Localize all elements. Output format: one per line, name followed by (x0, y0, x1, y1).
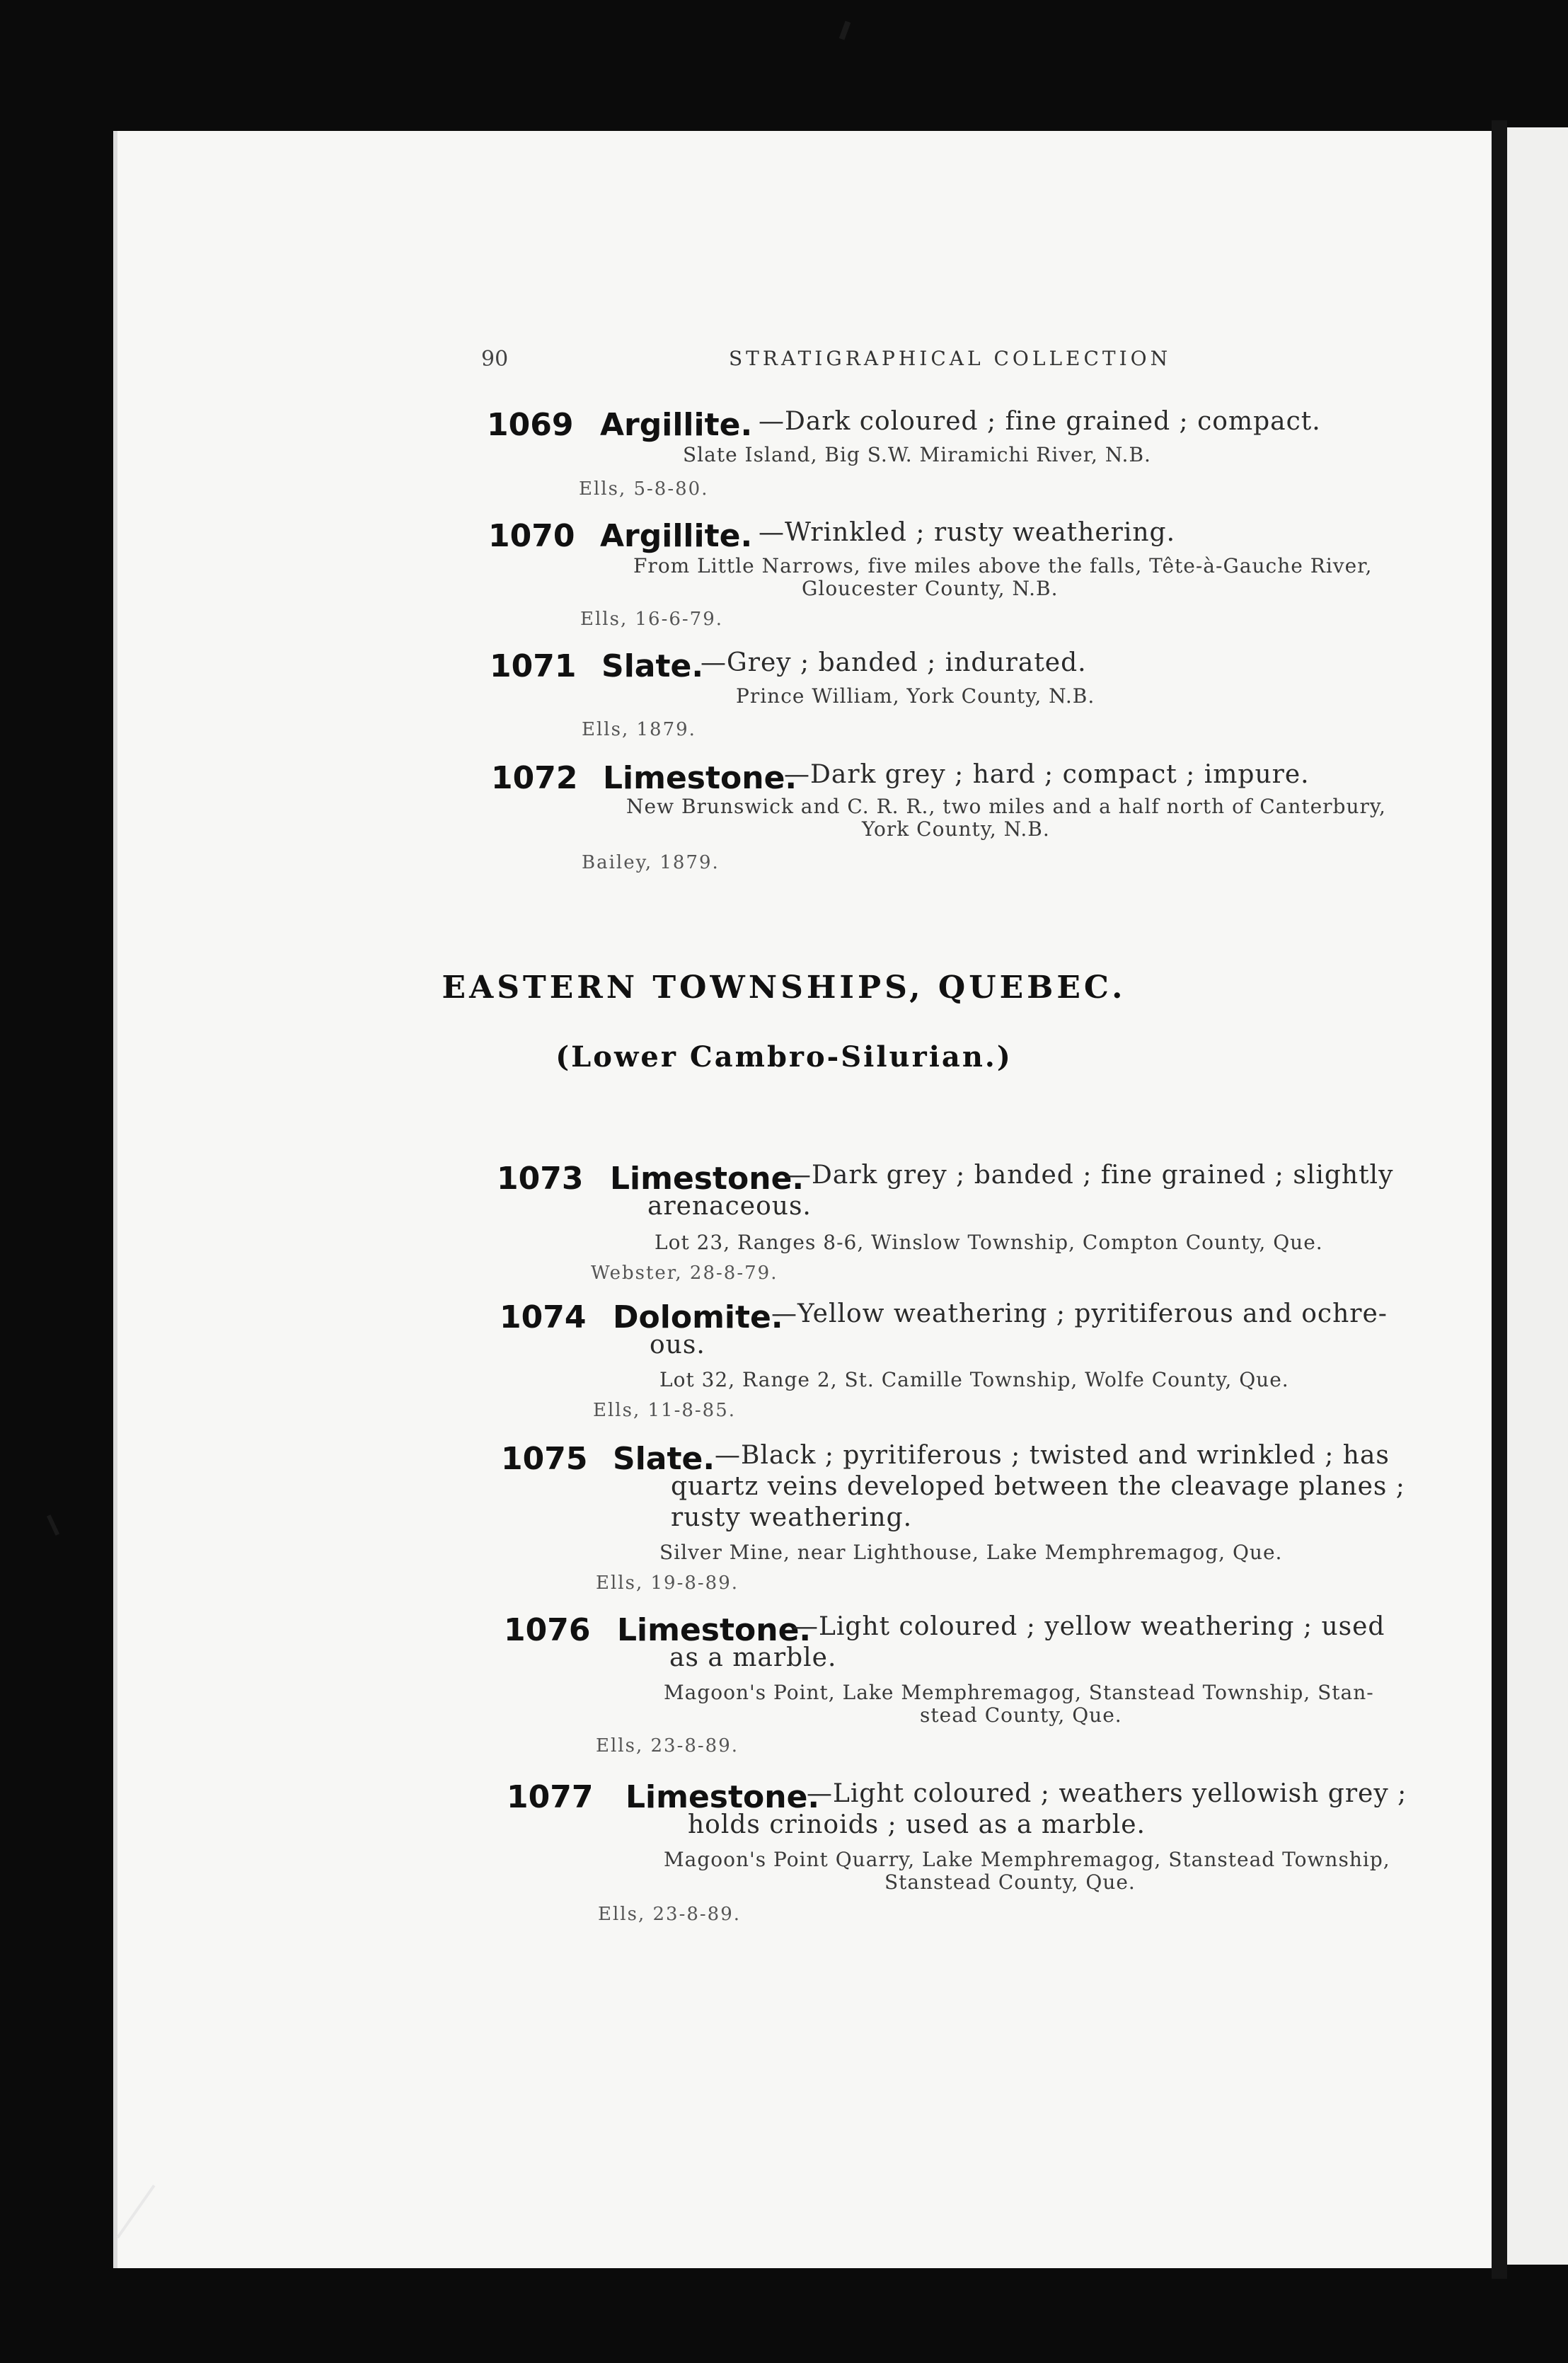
entry-locality: Magoon's Point, Lake Memphremagog, Stanstead Township, Stan- (664, 1681, 1374, 1704)
entry-locality: Stanstead County, Que. (884, 1870, 1136, 1894)
entry-number: 1075 (501, 1441, 588, 1477)
entry-name: Limestone. (603, 760, 797, 796)
entry-number: 1074 (500, 1299, 587, 1335)
entry-collector: Webster, 28-8-79. (591, 1263, 778, 1284)
section-title: EASTERN TOWNSHIPS, QUEBEC. (442, 970, 1126, 1006)
entry-number: 1070 (488, 518, 575, 554)
entry-description-cont: ous. (650, 1330, 705, 1359)
entry-collector: Ells, 23-8-89. (598, 1904, 742, 1925)
entry-locality: Prince William, York County, N.B. (736, 684, 1095, 708)
entry-description: —Wrinkled ; rusty weathering. (759, 518, 1176, 547)
entry-number: 1076 (504, 1612, 591, 1648)
entry-number: 1072 (491, 760, 578, 796)
entry-locality: Silver Mine, near Lighthouse, Lake Memphremagog, Que. (659, 1541, 1283, 1564)
scan-mark-left (47, 1514, 59, 1536)
entry-description-cont: quartz veins developed between the cleavage planes ; (671, 1472, 1405, 1501)
entry-description-cont: arenaceous. (647, 1192, 812, 1221)
entry-description: —Dark grey ; banded ; fine grained ; slightly (785, 1161, 1394, 1190)
entry-locality: Slate Island, Big S.W. Miramichi River, N.B. (683, 443, 1151, 466)
entry-description: —Light coloured ; weathers yellowish grey ; (807, 1779, 1407, 1808)
entry-description-cont: holds crinoids ; used as a marble. (688, 1810, 1146, 1839)
page-number: 90 (481, 347, 509, 372)
entry-number: 1077 (507, 1779, 594, 1815)
entry-name: Limestone. (617, 1612, 812, 1648)
entry-description-cont: as a marble. (669, 1643, 837, 1672)
entry-number: 1073 (497, 1161, 584, 1197)
entry-collector: Ells, 5-8-80. (579, 478, 709, 500)
entry-locality: Magoon's Point Quarry, Lake Memphremagog, Stanstead Township, (664, 1848, 1390, 1871)
entry-collector: Ells, 23-8-89. (596, 1735, 739, 1757)
entry-description: —Dark coloured ; fine grained ; compact. (759, 407, 1321, 436)
entry-collector: Ells, 19-8-89. (596, 1573, 739, 1594)
entry-collector: Ells, 11-8-85. (593, 1400, 737, 1421)
entry-name: Limestone. (610, 1161, 805, 1197)
entry-description: —Light coloured ; yellow weathering ; used (792, 1612, 1385, 1641)
entry-locality: stead County, Que. (920, 1703, 1122, 1727)
entry-collector: Bailey, 1879. (582, 852, 720, 873)
entry-number: 1069 (487, 407, 574, 443)
entry-locality: New Brunswick and C. R. R., two miles and a half north of Canterbury, (626, 795, 1386, 818)
entry-name: Argillite. (600, 407, 753, 443)
entry-description: —Dark grey ; hard ; compact ; impure. (784, 760, 1310, 789)
entry-description: —Black ; pyritiferous ; twisted and wrinkled ; has (715, 1441, 1390, 1470)
entry-name: Dolomite. (613, 1299, 783, 1335)
entry-collector: Ells, 1879. (582, 719, 696, 740)
page-gutter (1492, 120, 1507, 2279)
section-subtitle: (Lower Cambro-Silurian.) (555, 1040, 1013, 1074)
entry-locality: Gloucester County, N.B. (802, 577, 1059, 600)
entry-number: 1071 (490, 648, 577, 684)
next-page-edge (1507, 127, 1568, 2265)
entry-locality: From Little Narrows, five miles above the falls, Tête-à-Gauche River, (633, 554, 1373, 577)
entry-description: —Yellow weathering ; pyritiferous and ochre- (771, 1299, 1388, 1328)
entry-name: Limestone. (626, 1779, 820, 1815)
entry-name: Argillite. (600, 518, 753, 554)
entry-collector: Ells, 16-6-79. (580, 609, 724, 630)
scan-mark-top (839, 21, 851, 40)
running-head: STRATIGRAPHICAL COLLECTION (729, 347, 1172, 370)
entry-description-cont: rusty weathering. (671, 1503, 913, 1532)
entry-locality: Lot 32, Range 2, St. Camille Township, Wolfe County, Que. (659, 1368, 1289, 1391)
entry-description: —Grey ; banded ; indurated. (701, 648, 1087, 677)
entry-name: Slate. (601, 648, 704, 684)
entry-locality: York County, N.B. (862, 817, 1050, 841)
entry-locality: Lot 23, Ranges 8-6, Winslow Township, Compton County, Que. (655, 1231, 1323, 1254)
entry-name: Slate. (613, 1441, 715, 1477)
